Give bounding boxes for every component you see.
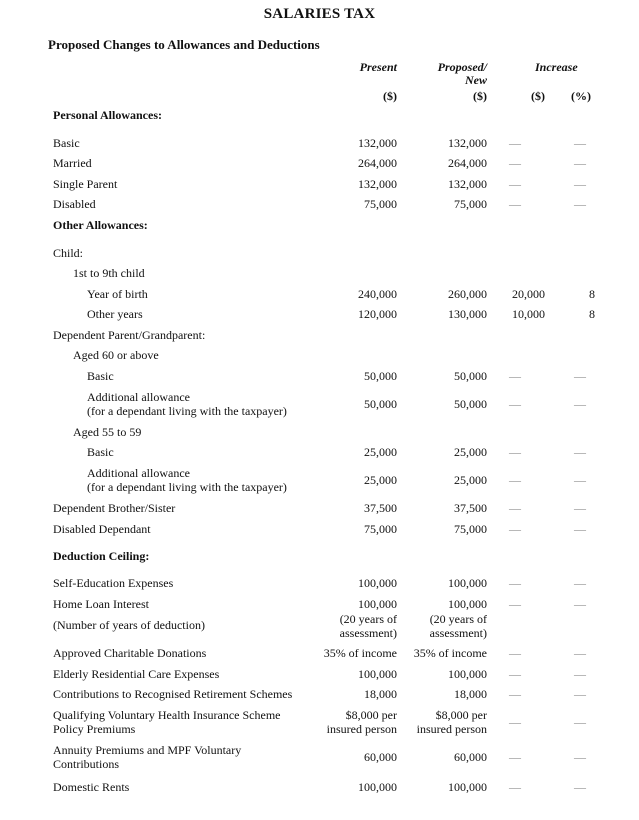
- present-value-line1: 25,000: [364, 445, 397, 459]
- row-label-line2: Contributions: [53, 757, 120, 771]
- row-label-line1: Disabled: [53, 197, 96, 211]
- increase-percent: —: [574, 473, 586, 487]
- row-label-line1: Annuity Premiums and MPF Voluntary: [53, 743, 242, 757]
- increase-percent: 8: [589, 287, 595, 301]
- row-label: [53, 177, 117, 191]
- proposed-value: [377, 522, 487, 536]
- row-label: [53, 687, 292, 701]
- row-label: [53, 597, 149, 611]
- present-value-line1: 264,000: [358, 156, 397, 170]
- present-value-line1: 18,000: [364, 687, 397, 701]
- proposed-value: [377, 667, 487, 681]
- present-value-line1: 132,000: [358, 136, 397, 150]
- row-label-line1: Other Allowances:: [53, 218, 148, 232]
- increase-percent: —: [574, 576, 586, 590]
- row-label: [73, 266, 145, 280]
- proposed-value-line2: assessment): [429, 626, 487, 640]
- proposed-value: [377, 576, 487, 590]
- proposed-value: [377, 136, 487, 150]
- row-label-line1: Dependent Parent/Grandparent:: [53, 328, 206, 342]
- increase-amount: —: [509, 197, 521, 211]
- present-value-line1: 35% of income: [323, 646, 397, 660]
- row-label-line1: Approved Charitable Donations: [53, 646, 207, 660]
- present-value-line1: (20 years of: [339, 612, 397, 626]
- increase-percent: —: [574, 136, 586, 150]
- increase-amount: —: [509, 445, 521, 459]
- increase-amount: —: [509, 156, 521, 170]
- proposed-value: [377, 612, 487, 640]
- proposed-value-line1: 132,000: [448, 177, 487, 191]
- row-label: [53, 576, 173, 590]
- unit-percent: (%): [571, 89, 591, 103]
- row-label-line1: Additional allowance: [87, 390, 190, 404]
- row-label-line1: Additional allowance: [87, 466, 190, 480]
- row-label: [87, 307, 143, 321]
- section-label: [53, 108, 162, 122]
- present-value-line1: 100,000: [358, 597, 397, 611]
- increase-percent: —: [574, 197, 586, 211]
- row-label-line1: Married: [53, 156, 92, 170]
- proposed-value-line1: 100,000: [448, 667, 487, 681]
- row-label: [53, 667, 219, 681]
- unit-present: ($): [383, 89, 397, 103]
- increase-amount: —: [509, 667, 521, 681]
- row-label: [53, 501, 175, 515]
- increase-percent: —: [574, 177, 586, 191]
- present-value-line1: 75,000: [364, 197, 397, 211]
- proposed-value-line1: 60,000: [454, 750, 487, 764]
- row-label: [53, 328, 205, 342]
- increase-amount: —: [509, 687, 521, 701]
- increase-percent: —: [574, 780, 586, 794]
- increase-percent: —: [574, 369, 586, 383]
- row-label: [87, 369, 114, 383]
- row-label-line2: (for a dependant living with the taxpayer): [87, 404, 287, 418]
- proposed-value-line1: 18,000: [454, 687, 487, 701]
- present-value-line1: 240,000: [358, 287, 397, 301]
- proposed-value-line1: 25,000: [454, 445, 487, 459]
- row-label-line1: Basic: [53, 136, 80, 150]
- present-value-line1: $8,000 per: [345, 708, 397, 722]
- row-label: [87, 466, 287, 494]
- proposed-value-line1: 132,000: [448, 136, 487, 150]
- proposed-value-line1: 130,000: [448, 307, 487, 321]
- proposed-value-line1: 260,000: [448, 287, 487, 301]
- proposed-value: [377, 156, 487, 170]
- increase-percent: —: [574, 687, 586, 701]
- column-header-present: Present: [359, 60, 397, 74]
- proposed-value: [377, 780, 487, 794]
- row-label-line1: Year of birth: [87, 287, 148, 301]
- increase-percent: —: [574, 522, 586, 536]
- present-value-line1: 132,000: [358, 177, 397, 191]
- row-label-line1: Aged 60 or above: [73, 348, 159, 362]
- row-label-line1: Child:: [53, 246, 84, 260]
- row-label-line1: Self-Education Expenses: [53, 576, 174, 590]
- increase-amount: 20,000: [512, 287, 545, 301]
- increase-percent: —: [574, 445, 586, 459]
- proposed-value-line1: 50,000: [454, 369, 487, 383]
- row-label: [87, 287, 148, 301]
- unit-proposed: ($): [473, 89, 487, 103]
- proposed-value-line1: 100,000: [448, 597, 487, 611]
- present-value-line1: 25,000: [364, 473, 397, 487]
- increase-amount: —: [509, 597, 521, 611]
- increase-amount: —: [509, 136, 521, 150]
- increase-percent: —: [574, 501, 586, 515]
- present-value-line1: 100,000: [358, 780, 397, 794]
- row-label-line1: Qualifying Voluntary Health Insurance Scheme: [53, 708, 281, 722]
- row-label: [87, 390, 287, 418]
- row-label: [53, 646, 206, 660]
- proposed-value: [377, 287, 487, 301]
- present-value-line2: assessment): [339, 626, 397, 640]
- proposed-value: [377, 750, 487, 764]
- proposed-value: [377, 369, 487, 383]
- column-header-proposed-line2: New: [465, 73, 487, 87]
- present-value-line1: 100,000: [358, 576, 397, 590]
- row-label: [53, 743, 241, 771]
- proposed-value-line1: 35% of income: [413, 646, 487, 660]
- proposed-value: [377, 177, 487, 191]
- row-label-line1: Basic: [87, 445, 114, 459]
- present-value-line1: 37,500: [364, 501, 397, 515]
- proposed-value: [377, 473, 487, 487]
- column-header-increase: Increase: [535, 60, 578, 74]
- increase-amount: —: [509, 576, 521, 590]
- row-label-line1: Contributions to Recognised Retirement Schemes: [53, 687, 293, 701]
- proposed-value: [377, 445, 487, 459]
- section-label: [53, 218, 148, 232]
- proposed-value: [377, 708, 487, 736]
- row-label: [53, 522, 151, 536]
- proposed-value-line1: 25,000: [454, 473, 487, 487]
- increase-percent: —: [574, 597, 586, 611]
- increase-amount: —: [509, 522, 521, 536]
- present-value-line1: 75,000: [364, 522, 397, 536]
- proposed-value: [377, 501, 487, 515]
- row-label-line1: Dependent Brother/Sister: [53, 501, 176, 515]
- proposed-value: [377, 307, 487, 321]
- row-label-line1: 1st to 9th child: [73, 266, 145, 280]
- proposed-value: [357, 646, 487, 660]
- document-subtitle: Proposed Changes to Allowances and Deductions: [48, 37, 320, 52]
- unit-increase: ($): [531, 89, 545, 103]
- row-label-line2: Policy Premiums: [53, 722, 136, 736]
- proposed-value-line2: insured person: [416, 722, 487, 736]
- increase-percent: —: [574, 397, 586, 411]
- present-value-line1: 50,000: [364, 369, 397, 383]
- increase-percent: —: [574, 715, 586, 729]
- document-title: SALARIES TAX: [263, 6, 376, 22]
- increase-amount: —: [509, 715, 521, 729]
- increase-amount: —: [509, 369, 521, 383]
- increase-percent: —: [574, 750, 586, 764]
- row-label-line1: Elderly Residential Care Expenses: [53, 667, 220, 681]
- row-label-line1: Personal Allowances:: [53, 108, 162, 122]
- proposed-value-line1: 75,000: [454, 197, 487, 211]
- increase-amount: —: [509, 501, 521, 515]
- proposed-value-line1: 100,000: [448, 576, 487, 590]
- present-value-line1: 60,000: [364, 750, 397, 764]
- row-label-line1: Domestic Rents: [53, 780, 130, 794]
- proposed-value-line1: (20 years of: [429, 612, 487, 626]
- proposed-value: [377, 397, 487, 411]
- increase-percent: —: [574, 156, 586, 170]
- proposed-value: [377, 197, 487, 211]
- proposed-value-line1: 50,000: [454, 397, 487, 411]
- proposed-value: [377, 687, 487, 701]
- increase-amount: 10,000: [512, 307, 545, 321]
- increase-amount: —: [509, 646, 521, 660]
- increase-amount: —: [509, 750, 521, 764]
- row-label: [53, 136, 80, 150]
- row-label: [53, 197, 96, 211]
- increase-percent: —: [574, 646, 586, 660]
- increase-percent: —: [574, 667, 586, 681]
- row-label-line1: Aged 55 to 59: [73, 425, 142, 439]
- column-header-proposed: [438, 60, 487, 88]
- proposed-value-line1: 75,000: [454, 522, 487, 536]
- row-label: [87, 445, 114, 459]
- present-value-line1: 50,000: [364, 397, 397, 411]
- proposed-value-line1: 37,500: [454, 501, 487, 515]
- section-label: [53, 549, 149, 563]
- present-value-line1: 100,000: [358, 667, 397, 681]
- increase-amount: —: [509, 780, 521, 794]
- column-header-proposed-line1: Proposed/: [437, 60, 487, 74]
- increase-percent: 8: [589, 307, 595, 321]
- row-label-line1: Home Loan Interest: [53, 597, 149, 611]
- row-label-line1: Other years: [87, 307, 143, 321]
- proposed-value-line1: 100,000: [448, 780, 487, 794]
- row-label-line1: (Number of years of deduction): [53, 618, 205, 632]
- increase-amount: —: [509, 473, 521, 487]
- row-label-line2: (for a dependant living with the taxpayer): [87, 480, 287, 494]
- row-label: [53, 156, 92, 170]
- row-label: [73, 425, 141, 439]
- row-label: [53, 618, 205, 632]
- increase-amount: —: [509, 177, 521, 191]
- row-label: [53, 708, 281, 736]
- row-label-line1: Deduction Ceiling:: [53, 549, 150, 563]
- row-label-line1: Disabled Dependant: [53, 522, 151, 536]
- row-label: [73, 348, 159, 362]
- present-value-line2: insured person: [326, 722, 397, 736]
- proposed-value-line1: $8,000 per: [435, 708, 487, 722]
- row-label: [53, 246, 83, 260]
- row-label: [53, 780, 129, 794]
- proposed-value-line1: 264,000: [448, 156, 487, 170]
- present-value-line1: 120,000: [358, 307, 397, 321]
- proposed-value: [377, 597, 487, 611]
- row-label-line1: Single Parent: [53, 177, 118, 191]
- row-label-line1: Basic: [87, 369, 114, 383]
- increase-amount: —: [509, 397, 521, 411]
